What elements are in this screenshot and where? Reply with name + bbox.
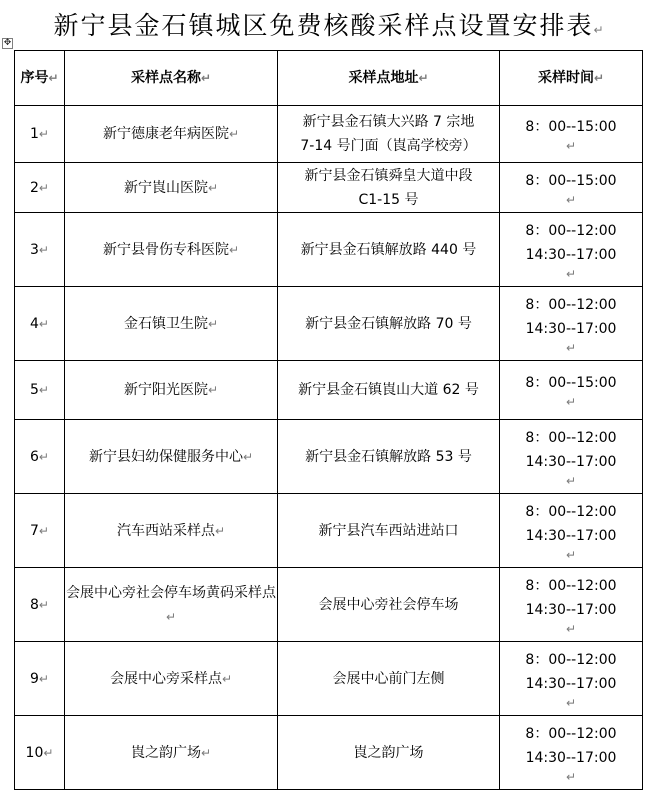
cell-time — [500, 106, 643, 163]
table-row — [15, 420, 643, 494]
paragraph-mark: ↵ — [38, 449, 49, 464]
cell-name — [65, 106, 278, 163]
cell-seq — [15, 361, 65, 420]
seq-text: 1 — [30, 126, 39, 142]
name-text: 新宁阳光医院 — [123, 382, 208, 398]
table-body — [15, 106, 643, 790]
seq-text: 2 — [30, 179, 39, 196]
name-text: 汽车西站采样点 — [116, 522, 215, 539]
table-header-row — [15, 51, 643, 106]
time-line: 14:30--17:00 — [525, 453, 617, 470]
name-text: 崀之韵广场 — [130, 744, 201, 761]
cell-seq — [15, 163, 65, 213]
cell-name — [65, 287, 278, 361]
address-line: C1-15 号 — [358, 191, 419, 208]
cell-time — [500, 642, 643, 716]
paragraph-mark: ↵ — [228, 242, 240, 257]
paragraph-mark: ↵ — [593, 23, 604, 37]
table-row — [15, 494, 643, 568]
address-line: 新宁县汽车西站进站口 — [318, 522, 459, 539]
paragraph-mark: ↵ — [200, 745, 212, 760]
paragraph-mark: ↵ — [565, 340, 577, 355]
cell-name — [65, 716, 278, 790]
cell-seq — [15, 642, 65, 716]
document-title — [0, 6, 657, 50]
cell-seq — [15, 213, 65, 287]
time-line: 8：00--12:00 — [525, 725, 617, 742]
table-row — [15, 716, 643, 790]
paragraph-mark: ↵ — [38, 383, 49, 397]
cell-address — [278, 420, 500, 494]
time-line: 14:30--17:00 — [525, 320, 617, 337]
cell-name — [65, 361, 278, 420]
cell-address — [278, 163, 500, 213]
cell-name — [65, 494, 278, 568]
cell-name — [65, 568, 278, 642]
cell-address — [278, 642, 500, 716]
address-line: 会展中心旁社会停车场 — [318, 596, 459, 613]
paragraph-mark: ↵ — [565, 769, 577, 784]
address-line: 会展中心前门左侧 — [332, 670, 445, 687]
paragraph-mark: ↵ — [565, 139, 577, 153]
time-line: 8：00--12:00 — [525, 651, 617, 668]
cell-time — [500, 568, 643, 642]
cell-time — [500, 287, 643, 361]
paragraph-mark: ↵ — [38, 523, 49, 538]
paragraph-mark: ↵ — [565, 547, 577, 562]
paragraph-mark: ↵ — [43, 745, 54, 760]
paragraph-mark: ↵ — [38, 180, 49, 195]
cell-address — [278, 287, 500, 361]
paragraph-mark: ↵ — [38, 671, 49, 686]
paragraph-mark: ↵ — [38, 597, 49, 612]
cell-time — [500, 420, 643, 494]
time-line: 8：00--12:00 — [525, 577, 617, 594]
paragraph-mark: ↵ — [228, 127, 240, 141]
address-line: 新宁县金石镇解放路 70 号 — [305, 315, 472, 332]
seq-text: 3 — [30, 241, 39, 258]
paragraph-mark: ↵ — [214, 523, 226, 538]
cell-name — [65, 163, 278, 213]
cell-name — [65, 420, 278, 494]
paragraph-mark: ↵ — [565, 695, 577, 710]
paragraph-mark: ↵ — [221, 671, 233, 686]
time-line: 14:30--17:00 — [525, 601, 617, 618]
name-text: 新宁县妇幼保健服务中心 — [88, 448, 243, 465]
cell-address — [278, 716, 500, 790]
address-line: 7-14 号门面（崀高学校旁） — [300, 138, 477, 154]
header-seq: 序号↵ — [15, 51, 65, 106]
table-row — [15, 642, 643, 716]
cell-time — [500, 361, 643, 420]
time-line: 8：00--12:00 — [525, 503, 617, 520]
paragraph-mark: ↵ — [565, 621, 577, 636]
paragraph-mark: ↵ — [207, 180, 219, 195]
paragraph-mark: ↵ — [207, 316, 219, 331]
header-time: 采样时间↵ — [500, 51, 643, 106]
cell-time — [500, 494, 643, 568]
paragraph-mark: ↵ — [565, 395, 577, 409]
address-line: 崀之韵广场 — [353, 744, 424, 761]
table-row — [15, 568, 643, 642]
paragraph-mark: ↵ — [207, 383, 219, 397]
paragraph-mark: ↵ — [38, 316, 49, 331]
cell-address — [278, 106, 500, 163]
seq-text: 6 — [30, 448, 39, 465]
time-line: 8：00--12:00 — [525, 222, 617, 239]
cell-address — [278, 361, 500, 420]
time-line: 14:30--17:00 — [525, 749, 617, 766]
table-move-handle-icon[interactable]: ✥ — [3, 38, 12, 48]
cell-seq — [15, 716, 65, 790]
cell-address — [278, 494, 500, 568]
address-line: 新宁县金石镇崀山大道 62 号 — [298, 382, 479, 398]
seq-text: 10 — [25, 744, 44, 761]
cell-seq — [15, 568, 65, 642]
table-row — [15, 106, 643, 163]
cell-address — [278, 568, 500, 642]
seq-text: 9 — [30, 670, 39, 687]
time-line: 14:30--17:00 — [525, 675, 617, 692]
paragraph-mark: ↵ — [242, 449, 254, 464]
sampling-sites-table — [14, 50, 643, 790]
address-line: 新宁县金石镇解放路 53 号 — [305, 448, 472, 465]
time-line: 8：00--15:00 — [525, 375, 617, 391]
name-text: 新宁崀山医院 — [123, 179, 208, 196]
header-name: 采样点名称↵ — [65, 51, 278, 106]
cell-seq — [15, 420, 65, 494]
header-address: 采样点地址↵ — [278, 51, 500, 106]
cell-address — [278, 213, 500, 287]
paragraph-mark: ↵ — [565, 473, 577, 488]
seq-text: 7 — [30, 522, 39, 539]
name-text: 新宁德康老年病医院 — [102, 126, 229, 142]
cell-time — [500, 213, 643, 287]
address-line: 新宁县金石镇舜皇大道中段 — [304, 167, 473, 184]
seq-text: 4 — [30, 315, 39, 332]
cell-seq — [15, 494, 65, 568]
seq-text: 5 — [30, 382, 39, 398]
table-row — [15, 361, 643, 420]
table-row — [15, 287, 643, 361]
title-text: 新宁县金石镇城区免费核酸采样点设置安排表 — [53, 11, 594, 40]
paragraph-mark: ↵ — [38, 242, 49, 257]
time-line: 14:30--17:00 — [525, 527, 617, 544]
name-text: 会展中心旁采样点 — [109, 670, 222, 687]
table-row — [15, 213, 643, 287]
time-line: 8：00--12:00 — [525, 296, 617, 313]
cell-seq — [15, 287, 65, 361]
address-line: 新宁县金石镇大兴路 7 宗地 — [302, 114, 475, 130]
time-line: 8：00--12:00 — [525, 429, 617, 446]
cell-seq — [15, 106, 65, 163]
seq-text: 8 — [30, 596, 39, 613]
table-row — [15, 163, 643, 213]
cell-name — [65, 213, 278, 287]
time-line: 8：00--15:00 — [525, 172, 617, 189]
paragraph-mark: ↵ — [565, 192, 577, 207]
time-line: 8：00--15:00 — [525, 119, 617, 135]
time-line: 14:30--17:00 — [525, 246, 617, 263]
cell-name — [65, 642, 278, 716]
cell-time — [500, 163, 643, 213]
paragraph-mark: ↵ — [565, 266, 577, 281]
paragraph-mark: ↵ — [38, 127, 49, 141]
paragraph-mark: ↵ — [165, 609, 177, 624]
cell-time — [500, 716, 643, 790]
name-text: 金石镇卫生院 — [123, 315, 208, 332]
name-text: 会展中心旁社会停车场黄码采样点 — [66, 584, 276, 601]
address-line: 新宁县金石镇解放路 440 号 — [300, 241, 477, 258]
name-text: 新宁县骨伤专科医院 — [102, 241, 229, 258]
